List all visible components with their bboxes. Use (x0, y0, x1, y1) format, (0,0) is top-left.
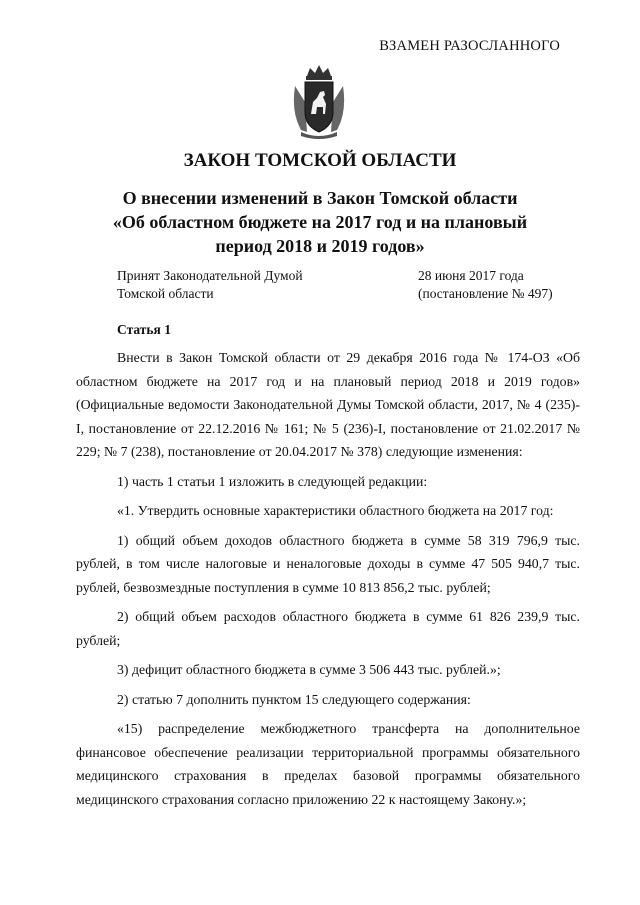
law-subtitle (70, 186, 570, 258)
adopting-body (117, 267, 303, 303)
resolution-number: (постановление № 497) (418, 286, 553, 301)
adoption-date: 28 июня 2017 года (418, 268, 524, 283)
paragraph: 3) дефицит областного бюджета в сумме 3 506 443 тыс. рублей.»; (117, 662, 501, 677)
paragraph: «15) распределение межбюджетного трансферта на дополнительное финансовое обеспечение реализации территориальной программы обязательного медицинского страхования в пределах базовой программы обязательного медицинского страхования согласно приложению 22 к настоящему Закону.»; (76, 721, 580, 807)
article-heading: Статья 1 (117, 322, 171, 337)
subtitle-line-1: О внесении изменений в Закон Томской области (122, 188, 518, 208)
subtitle-line-3: период 2018 и 2019 годов» (215, 236, 425, 256)
law-title: ЗАКОН ТОМСКОЙ ОБЛАСТИ (183, 150, 457, 171)
paragraph: 2) статью 7 дополнить пунктом 15 следующего содержания: (117, 691, 471, 707)
tomsk-coat-of-arms-icon (287, 62, 351, 142)
adoption-date-block (418, 267, 553, 303)
article-body (76, 346, 580, 811)
stamp-text: ВЗАМЕН РАЗОСЛАННОГО (379, 38, 560, 54)
paragraph: 2) общий объем расходов областного бюджета в сумме 61 826 239,9 тыс. рублей; (76, 609, 580, 648)
paragraph: Внести в Закон Томской области от 29 декабря 2016 года № 174-ОЗ «Об областном бюджете на 2017 год и на плановый период 2018 и 2019 годов» (Официальные ведомости Законодательной Думы Томской области, 2017, № 4 (235)-I, постановление от 22.12.2016 № 161; № 5 (236)-I, постановление от 21.02.2017 № 229; № 7 (238), постановление от 20.04.2017 № 378) следующие изменения: (76, 350, 580, 459)
paragraph: 1) часть 1 статьи 1 изложить в следующей редакции: (117, 473, 428, 489)
adopting-body-line-2: Томской области (117, 286, 214, 301)
adopting-body-line-1: Принят Законодательной Думой (117, 268, 303, 283)
paragraph: 1) общий объем доходов областного бюджета в сумме 58 319 796,9 тыс. рублей, в том числе налоговые и неналоговые доходы в сумме 47 505 940,7 тыс. рублей, безвозмездные поступления в сумме 10 813 856,2 тыс. рублей; (76, 532, 580, 595)
subtitle-line-2: «Об областном бюджете на 2017 год и на плановый (112, 212, 528, 232)
paragraph: «1. Утвердить основные характеристики областного бюджета на 2017 год: (117, 503, 554, 518)
